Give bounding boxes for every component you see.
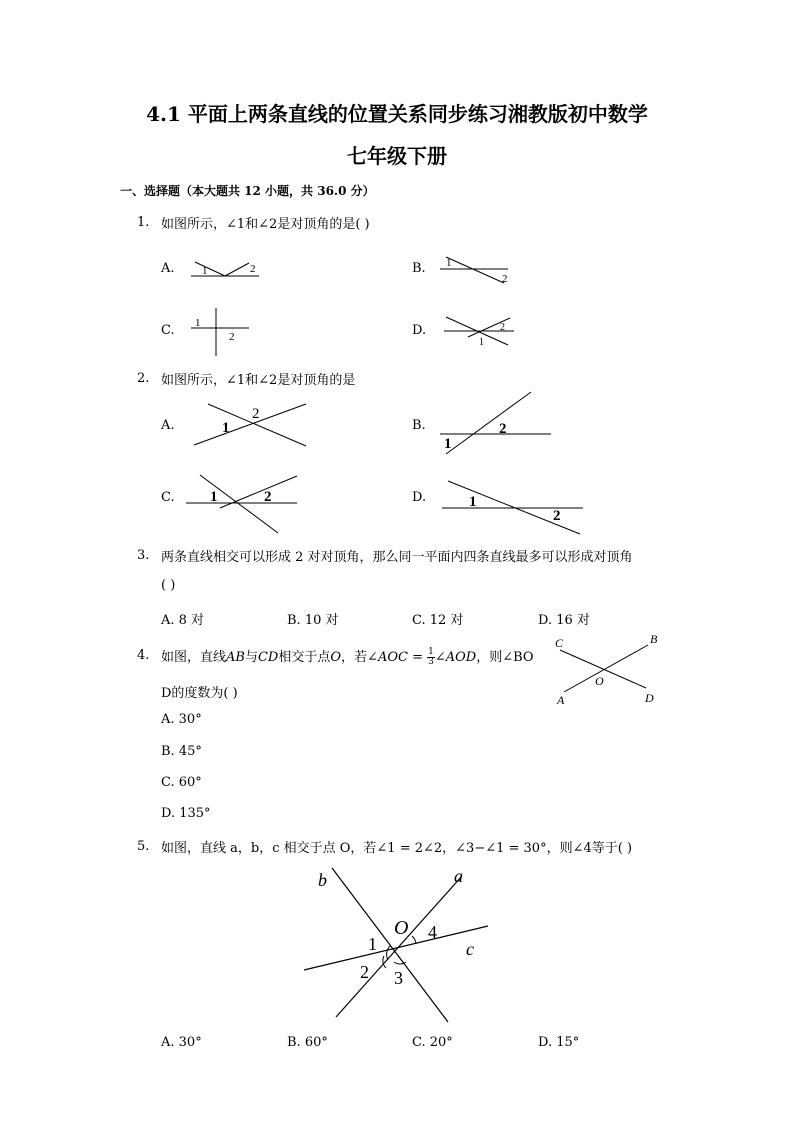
q4-text-line2: D的度数为( ) [161,686,238,701]
q5-figure [298,862,498,1032]
q4-label-o: O [595,674,604,688]
q3-option-c[interactable]: C. 12 对 [412,613,464,628]
q4-option-b[interactable]: B. 45° [161,744,202,759]
q1-figure-b [436,252,516,286]
q4-figure [550,630,666,710]
q1-figure-d [438,313,518,349]
q2-option-d-label[interactable]: D. [412,490,427,505]
q1-option-b-label[interactable]: B. [412,261,426,276]
q5-number: 5. [137,839,150,854]
q5-label-4: 4 [428,922,437,942]
q4-option-c[interactable]: C. 60° [161,775,202,790]
q5-option-c[interactable]: C. 20° [412,1035,453,1050]
q5-text: 如图，直线 a，b，c 相交于点 O，若∠1 = 2∠2，∠3−∠1 = 30°，则∠4等于( ) [161,841,633,856]
q1d-label-2: 2 [500,322,505,333]
q4-number: 4. [137,648,150,663]
q5-label-3: 3 [394,968,403,988]
q5-option-b[interactable]: B. 60° [287,1035,328,1050]
q1-option-a-label[interactable]: A. [161,261,175,276]
q5-label-a: a [454,866,463,886]
q3-option-d[interactable]: D. 16 对 [538,613,590,628]
q4-option-a[interactable]: A. 30° [161,712,202,727]
q2-text: 如图所示，∠1和∠2是对顶角的是 [161,373,356,388]
q5-label-b: b [318,870,327,890]
q3-option-a[interactable]: A. 8 对 [161,613,205,628]
q2-figure-c [184,472,300,536]
q2-figure-d [440,476,586,538]
q1-option-c-label[interactable]: C. [161,323,175,338]
q3-number: 3. [137,548,150,563]
q3-option-b[interactable]: B. 10 对 [287,613,339,628]
doc-title-line1: 4.1 平面上两条直线的位置关系同步练习湘教版初中数学 [146,102,648,126]
q2-figure-a [188,398,312,452]
section-header: 一、选择题（本大题共 12 小题，共 36.0 分） [120,184,375,198]
q1c-label-2: 2 [229,331,235,343]
q1c-label-1: 1 [195,317,201,329]
q4-label-a: A [557,693,565,707]
q5-label-2: 2 [360,962,369,982]
doc-title-line2: 七年级下册 [347,144,447,168]
q4-label-b: B [650,632,658,646]
q2b-label-1: 1 [444,436,452,452]
q5-label-o: O [394,917,409,939]
q1-figure-a [185,255,265,281]
q1-number: 1. [137,215,150,230]
q5-option-d[interactable]: D. 15° [538,1035,580,1050]
q3-text-line2: ( ) [161,578,176,593]
q5-label-1: 1 [368,934,377,954]
q2d-label-1: 1 [469,494,477,510]
q2d-label-2: 2 [553,508,561,524]
q1-text: 如图所示，∠1和∠2是对顶角的是( ) [161,217,370,232]
q5-label-c: c [466,939,474,959]
q4-label-c: C [555,636,564,650]
q1d-label-1: 1 [479,337,484,348]
q2a-label-2: 2 [252,406,260,422]
q1a-label-2: 2 [250,263,256,275]
q2-option-b-label[interactable]: B. [412,418,426,433]
q1-option-d-label[interactable]: D. [412,323,427,338]
q1b-label-2: 2 [502,273,508,285]
q2-option-a-label[interactable]: A. [161,418,175,433]
q2-number: 2. [137,371,150,386]
q2c-label-2: 2 [264,489,272,505]
q2b-label-2: 2 [499,421,507,437]
q2c-label-1: 1 [210,489,218,505]
q2a-label-1: 1 [222,420,230,436]
q2-option-c-label[interactable]: C. [161,490,175,505]
q4-option-d[interactable]: D. 135° [161,806,211,821]
q4-label-d: D [645,691,654,705]
q1a-label-1: 1 [202,265,208,277]
q4-fraction: $\frac{1}{3}$ [428,647,434,667]
q4-text: 如图，直线AB与CD相交于点O，若∠AOC = $\frac{1}{3}$ ∠AOD，则∠BO [161,647,534,667]
q2-figure-b [438,388,556,458]
q1b-label-1: 1 [446,257,452,269]
q3-text: 两条直线相交可以形成 2 对对顶角，那么同一平面内四条直线最多可以形成对顶角 [161,550,633,565]
q5-option-a[interactable]: A. 30° [161,1035,202,1050]
q1-figure-c [185,306,257,358]
